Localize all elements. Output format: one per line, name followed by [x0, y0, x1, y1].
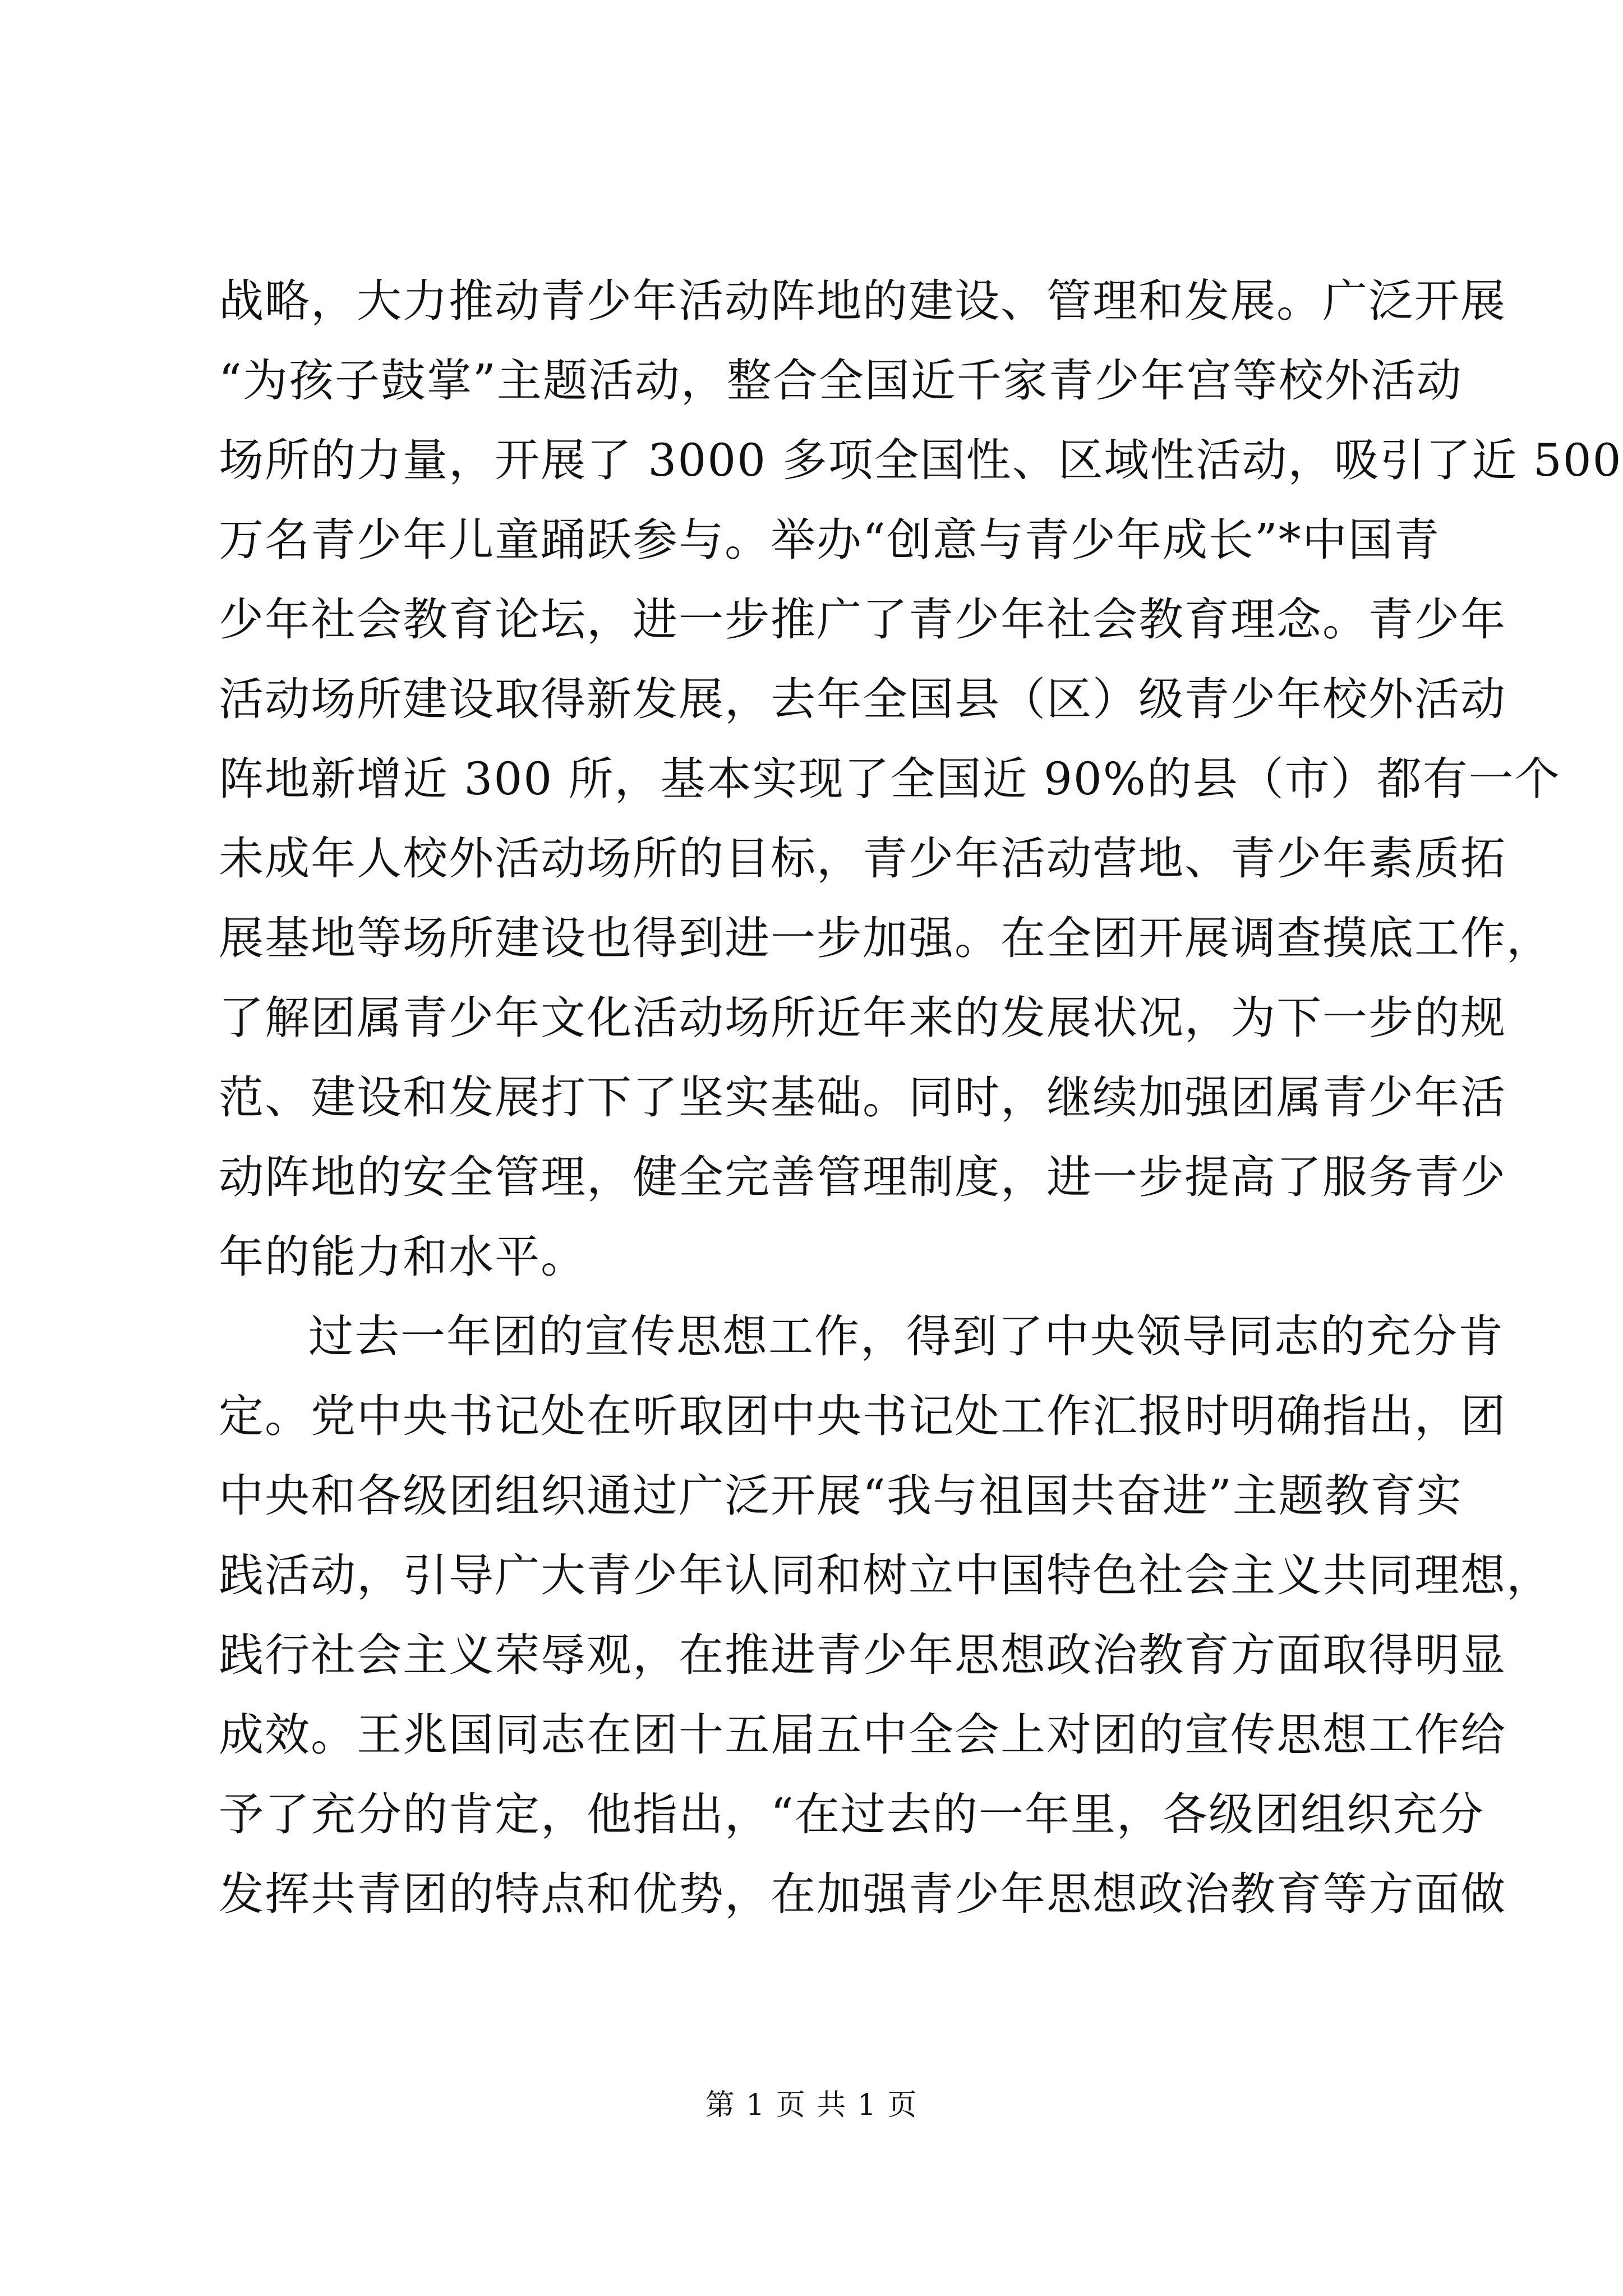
text-line: 范、建设和发展打下了坚实基础。同时，继续加强团属青少年活 [219, 1071, 1506, 1124]
text-line: 过去一年团的宣传思想工作，得到了中央领导同志的充分肯 [308, 1310, 1504, 1363]
text-line: 年的能力和水平。 [219, 1231, 587, 1283]
text-line: 践活动，引导广大青少年认同和树立中国特色社会主义共同理想， [219, 1549, 1552, 1602]
text-line: 活动场所建设取得新发展，去年全国县（区）级青少年校外活动 [219, 673, 1506, 725]
text-line: 展基地等场所建设也得到进一步加强。在全团开展调查摸底工作， [219, 912, 1552, 964]
text-line: “为孩子鼓掌”主题活动，整合全国近千家青少年宫等校外活动 [219, 355, 1463, 407]
text-line: 战略，大力推动青少年活动阵地的建设、管理和发展。广泛开展 [219, 275, 1506, 327]
text-line: 未成年人校外活动场所的目标，青少年活动营地、青少年素质拓 [219, 832, 1506, 885]
text-line: 成效。王兆国同志在团十五届五中全会上对团的宣传思想工作给 [219, 1709, 1506, 1761]
text-line: 万名青少年儿童踊跃参与。举办“创意与青少年成长”*中国青 [219, 514, 1440, 566]
text-line: 了解团属青少年文化活动场所近年来的发展状况，为下一步的规 [219, 992, 1506, 1044]
text-line: 少年社会教育论坛，进一步推广了青少年社会教育理念。青少年 [219, 593, 1506, 646]
page-number: 第 1 页 共 1 页 [705, 2088, 918, 2122]
text-line: 定。党中央书记处在听取团中央书记处工作汇报时明确指出，团 [219, 1390, 1506, 1442]
text-line: 发挥共青团的特点和优势，在加强青少年思想政治教育等方面做 [219, 1868, 1506, 1920]
text-line: 动阵地的安全管理，健全完善管理制度，进一步提高了服务青少 [219, 1151, 1506, 1203]
text-line: 予了充分的肯定，他指出，“在过去的一年里，各级团组织充分 [219, 1788, 1484, 1841]
text-line: 中央和各级团组织通过广泛开展“我与祖国共奋进”主题教育实 [219, 1470, 1463, 1522]
text-line: 阵地新增近 300 所，基本实现了全国近 90%的县（市）都有一个 [219, 753, 1561, 805]
paragraph-1 [219, 261, 1622, 1297]
text-line: 场所的力量，开展了 3000 多项全国性、区域性活动，吸引了近 500 [219, 434, 1622, 486]
paragraph-2 [219, 1297, 1552, 1934]
body-text [219, 261, 1622, 1934]
text-line: 践行社会主义荣辱观，在推进青少年思想政治教育方面取得明显 [219, 1629, 1506, 1681]
